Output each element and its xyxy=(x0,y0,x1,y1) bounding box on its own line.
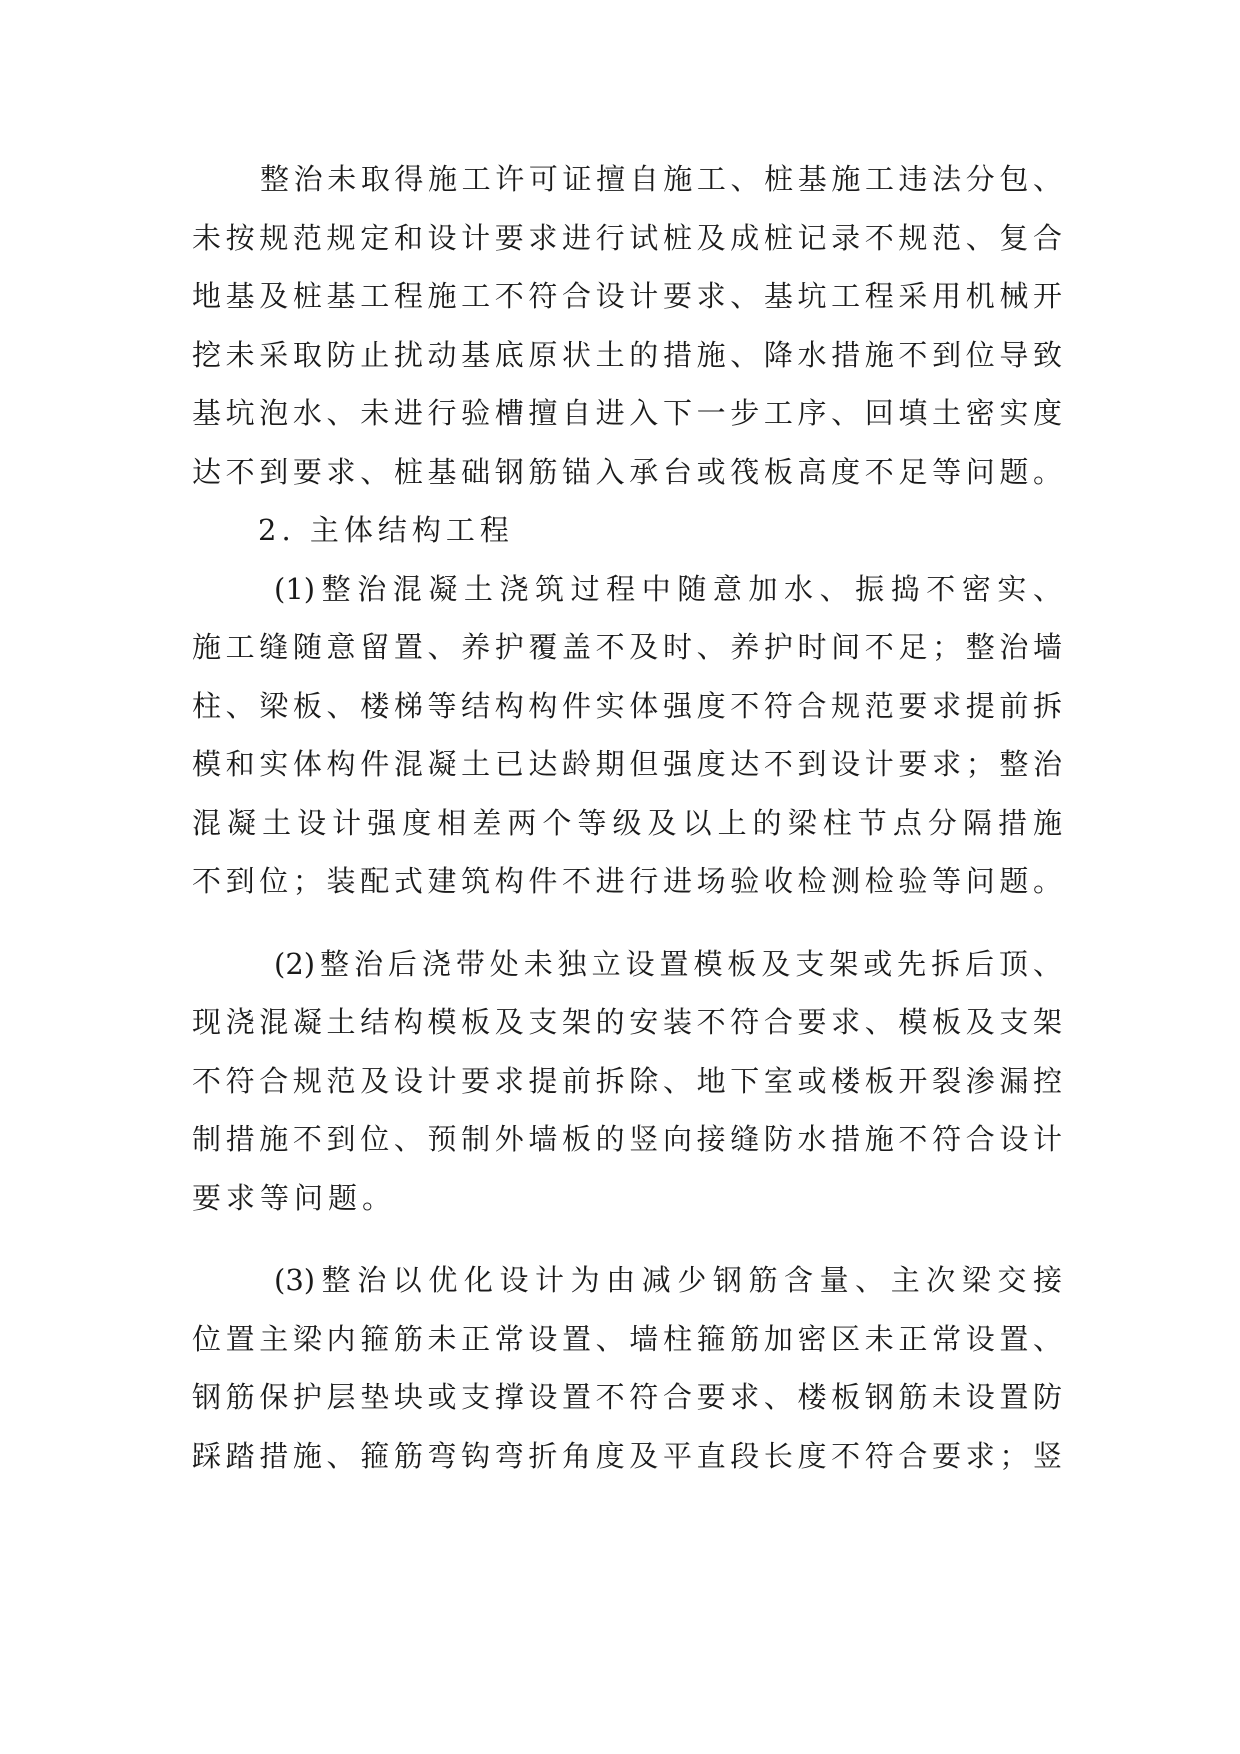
text-line: 不符合规范及设计要求提前拆除、地下室或楼板开裂渗漏控 xyxy=(192,1063,1062,1098)
text-line: 踩踏措施、箍筋弯钩弯折角度及平直段长度不符合要求；竖 xyxy=(192,1438,1062,1473)
text-line: 施工缝随意留置、养护覆盖不及时、养护时间不足；整治墙 xyxy=(192,630,1062,664)
text-line: 基坑泡水、未进行验槽擅自进入下一步工序、回填土密实度 xyxy=(192,396,1062,430)
text-line: 未按规范规定和设计要求进行试桩及成桩记录不规范、复合 xyxy=(192,220,1062,255)
text-line: (2)整治后浇带处未独立设置模板及支架或先拆后顶、 xyxy=(274,946,1062,981)
text-line: 模和实体构件混凝土已达龄期但强度达不到设计要求；整治 xyxy=(192,747,1062,781)
text-line: 地基及桩基工程施工不符合设计要求、基坑工程采用机械开 xyxy=(192,279,1062,313)
text-line: 钢筋保护层垫块或支撑设置不符合要求、楼板钢筋未设置防 xyxy=(192,1380,1062,1414)
paragraph-item-3 xyxy=(192,1251,1062,1485)
text-line: 挖未采取防止扰动基底原状土的措施、降水措施不到位导致 xyxy=(192,337,1062,372)
text-line: 现浇混凝土结构模板及支架的安装不符合要求、模板及支架 xyxy=(192,1005,1062,1039)
text-line: 柱、梁板、楼梯等结构构件实体强度不符合规范要求提前拆 xyxy=(192,688,1062,723)
paragraph-item-1 xyxy=(192,560,1062,911)
paragraph-spacer xyxy=(192,1227,1062,1251)
section-heading: 2. 主体结构工程 xyxy=(258,513,514,547)
text-line: 要求等问题。 xyxy=(192,1180,397,1215)
text-line: 整治未取得施工许可证擅自施工、桩基施工违法分包、 xyxy=(260,162,1062,196)
paragraph-spacer xyxy=(192,911,1062,935)
document-body xyxy=(192,150,1062,1485)
text-line: 不到位；装配式建筑构件不进行进场验收检测检验等问题。 xyxy=(192,864,1062,898)
paragraph-foundation-rectification xyxy=(192,150,1062,501)
text-line: 混凝土设计强度相差两个等级及以上的梁柱节点分隔措施 xyxy=(192,805,1062,840)
text-line: 制措施不到位、预制外墙板的竖向接缝防水措施不符合设计 xyxy=(192,1122,1062,1156)
text-line: 达不到要求、桩基础钢筋锚入承台或筏板高度不足等问题。 xyxy=(192,454,1062,489)
text-line: 位置主梁内箍筋未正常设置、墙柱箍筋加密区未正常设置、 xyxy=(192,1321,1062,1356)
text-line: (1)整治混凝土浇筑过程中随意加水、振捣不密实、 xyxy=(274,571,1062,606)
text-line: (3)整治以优化设计为由减少钢筋含量、主次梁交接 xyxy=(274,1263,1062,1297)
paragraph-item-2 xyxy=(192,935,1062,1228)
